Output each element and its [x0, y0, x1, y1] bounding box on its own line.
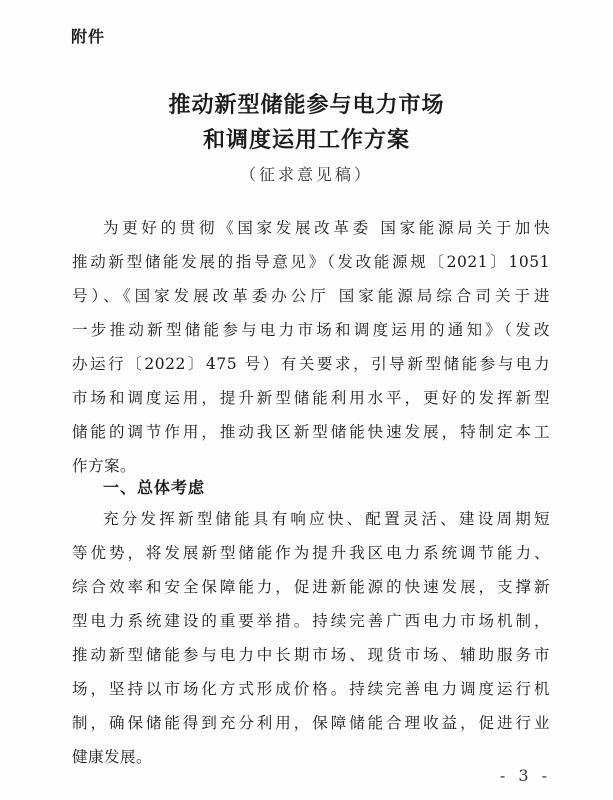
- intro-line: 推动新型储能发展的指导意见》（发改能源规〔2021〕1051: [72, 253, 550, 271]
- section-line: 制，确保储能得到充分利用，保障储能合理收益，促进行业: [72, 714, 550, 732]
- document-title-line-1: 推动新型储能参与电力市场: [168, 92, 445, 118]
- section-line: 型电力系统建设的重要举措。持续完善广西电力市场机制，: [72, 612, 550, 630]
- document-title-line-2: 和调度运用工作方案: [202, 127, 410, 153]
- intro-line: 号）、《国家发展改革委办公厅 国家能源局综合司关于进: [72, 287, 550, 305]
- section-heading: 一、总体考虑: [103, 478, 206, 497]
- intro-line: 一步推动新型储能参与电力市场和调度运用的通知》（发改: [72, 321, 550, 339]
- section-line: 推动新型储能参与电力中长期市场、现货市场、辅助服务市: [72, 646, 550, 664]
- intro-line: 储能的调节作用，推动我区新型储能快速发展，特制定本工: [72, 423, 550, 441]
- section-1-paragraph: [72, 502, 550, 774]
- intro-line: 市场和调度运用，提升新型储能利用水平，更好的发挥新型: [72, 389, 550, 407]
- attachment-label: 附件: [71, 27, 106, 46]
- intro-line: 办运行〔2022〕475 号）有关要求，引导新型储能参与电力: [72, 355, 550, 373]
- section-line: 充分发挥新型储能具有响应快、配置灵活、建设周期短: [103, 510, 550, 528]
- section-line: 等优势，将发展新型储能作为提升我区电力系统调节能力、: [72, 544, 550, 562]
- intro-line: 为更好的贯彻《国家发展改革委 国家能源局关于加快: [103, 219, 550, 237]
- section-line: 场，坚持以市场化方式形成价格。持续完善电力调度运行机: [72, 680, 550, 698]
- intro-paragraph: [72, 211, 550, 483]
- intro-line: 作方案。: [72, 457, 137, 475]
- section-line: 综合效率和安全保障能力，促进新能源的快速发展，支撑新: [72, 578, 550, 596]
- draft-note: （征求意见稿）: [239, 165, 373, 184]
- section-line: 健康发展。: [72, 748, 153, 766]
- page-number: - 3 -: [499, 766, 551, 785]
